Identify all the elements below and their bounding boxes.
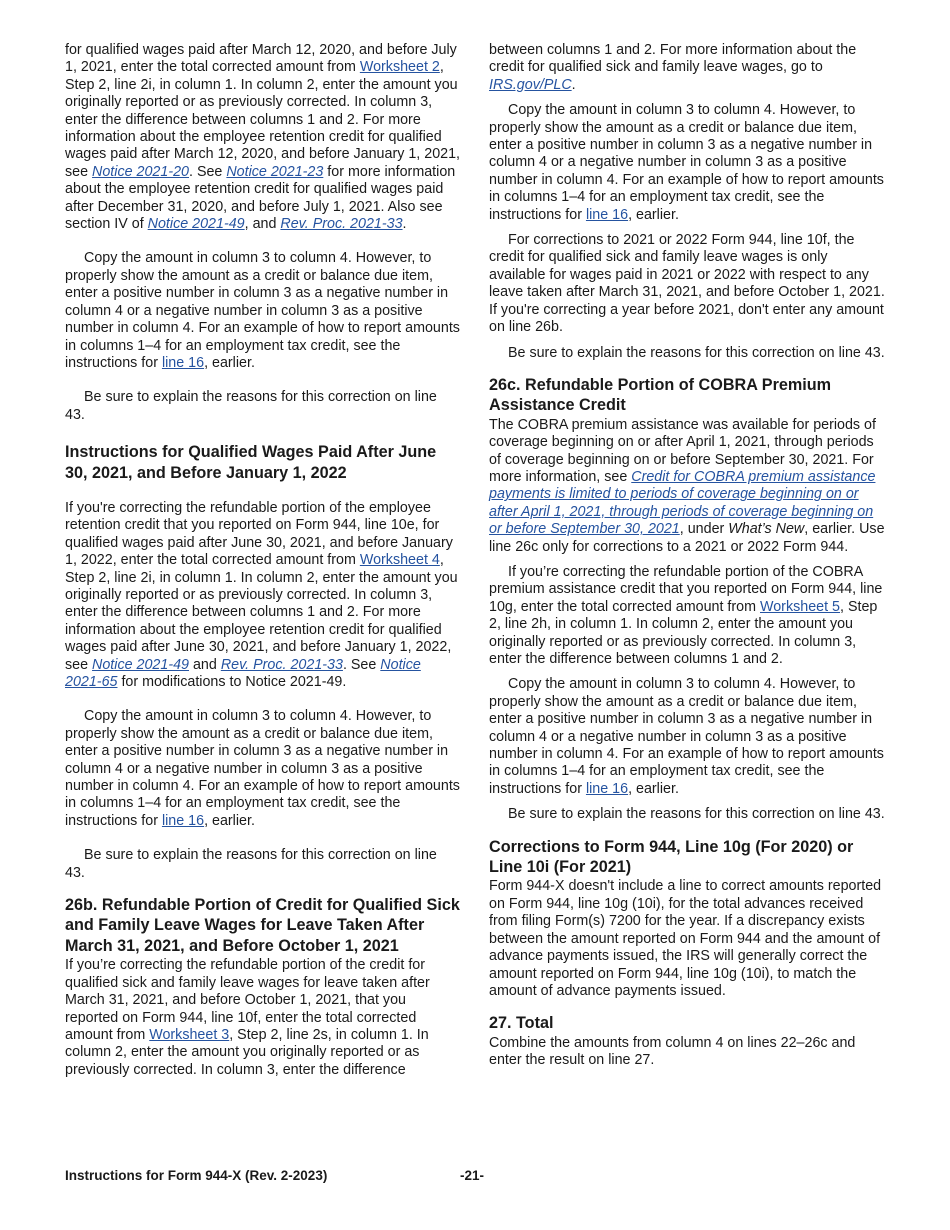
line-16-link[interactable]: line 16 xyxy=(161,812,205,829)
paragraph: Be sure to explain the reasons for this correction on line 43. xyxy=(65,847,437,881)
worksheet-3-link[interactable]: Worksheet 3 xyxy=(149,1026,230,1043)
paragraph: for qualified wages paid after March 12, 2020, and before July 1, 2021, enter the total corrected amount from Worksheet 2, Step 2, line 2i, in column 1. In column 2, enter the amount you originally reported or as previously corrected. In column 3, enter the difference between columns 1 and 2. For more information about the employee retention credit for qualified wages paid after March 12, 2020, and before January 1, 2021, see Notice 2021-20. See Notice 2021-23 for more information about the employee retention credit for qualified wages paid after December 31, 2020, and before July 1, 2021. Also see section IV of Notice 2021-49, and Rev. Proc. 2021-33. xyxy=(65,42,461,233)
cobra-credit-link[interactable]: Credit for COBRA premium assistance payments is limited to periods of coverage beginning on or after April 1, 2021, through periods of coverage beginning on or before September 30, 2021 xyxy=(489,468,876,538)
section-heading: Corrections to Form 944, Line 10g (For 2020) or Line 10i (For 2021) xyxy=(489,837,854,877)
paragraph: Be sure to explain the reasons for this correction on line 43. xyxy=(65,389,437,423)
section-heading: Instructions for Qualified Wages Paid After June 30, 2021, and Before January 1, 2022 xyxy=(65,443,437,482)
notice-2021-20-link[interactable]: Notice 2021-20 xyxy=(92,163,189,180)
page-number: -21- xyxy=(460,1168,485,1183)
paragraph: If you're correcting the refundable portion of the employee retention credit that you reported on Form 944, line 10e, for qualified wages paid after June 30, 2021, and before January 1, 2022, enter the total corrected amount from Worksheet 4, Step 2, line 2i, in column 1. In column 2, enter the amount you originally reported or as previously corrected. In column 3, enter the difference between columns 1 and 2. For more information about the employee retention credit for qualified wages paid after June 30, 2021, and before January 1, 2022, see Notice 2021-49 and Rev. Proc. 2021-33. See Notice 2021-65 for modifications to Notice 2021-49. xyxy=(65,499,458,690)
paragraph: Be sure to explain the reasons for this correction on line 43. xyxy=(508,806,885,823)
rev-proc-2021-33-link[interactable]: Rev. Proc. 2021-33 xyxy=(280,216,403,233)
left-column xyxy=(65,42,460,1079)
paragraph: Copy the amount in column 3 to column 4. However, to properly show the amount as a credit or balance due item, enter a positive number in column 3 as a negative number in column 4 or a negative number in column 3 as a positive number in column 4. For an example of how to report amounts in columns 1–4 for an employment tax credit, see the instructions for line 16, earlier. xyxy=(489,102,884,223)
paragraph: between columns 1 and 2. For more information about the credit for qualified sick and family leave wages, go to IRS.gov/PLC. xyxy=(489,42,857,93)
section-heading: 26b. Refundable Portion of Credit for Qualified Sick and Family Leave Wages for Leave Taken After March 31, 2021, and Before October 1, 2021 xyxy=(65,896,460,955)
paragraph: Copy the amount in column 3 to column 4. However, to properly show the amount as a credit or balance due item, enter a positive number in column 3 as a negative number in column 4 or a negative number in column 3 as a positive number in column 4. For an example of how to report amounts in columns 1–4 for an employment tax credit, see the instructions for line 16, earlier. xyxy=(65,250,460,371)
document-title: Instructions for Form 944-X (Rev. 2-2023) xyxy=(65,1168,328,1183)
paragraph: Copy the amount in column 3 to column 4. However, to properly show the amount as a credit or balance due item, enter a positive number in column 3 as a negative number in column 4 or a negative number in column 3 as a positive number in column 4. For an example of how to report amounts in columns 1–4 for an employment tax credit, see the instructions for line 16, earlier. xyxy=(489,676,884,797)
notice-2021-49-link[interactable]: Notice 2021-49 xyxy=(92,656,189,673)
line-16-link[interactable]: line 16 xyxy=(585,780,629,797)
section-heading: 26c. Refundable Portion of COBRA Premium Assistance Credit xyxy=(489,375,832,415)
paragraph: Form 944-X doesn't include a line to correct amounts reported on Form 944, line 10g (10i), for the total advances received from filing Form(s) 7200 for the year. If a discrepancy exists between the amount reported on Form 944 and the amount of advance payments issued, the IRS will generally correct the amount reported on Form 944, line 10g (10i), to match the amount of advance payments issued. xyxy=(489,878,882,999)
line-16-link[interactable]: line 16 xyxy=(585,206,629,223)
worksheet-4-link[interactable]: Worksheet 4 xyxy=(359,552,440,569)
paragraph: If you’re correcting the refundable portion of the COBRA premium assistance credit that you reported on Form 944, line 10g, enter the total corrected amount from Worksheet 5, Step 2, line 2h, in column 1. In column 2, enter the amount you originally reported or as previously corrected. In column 3, enter the difference between columns 1 and 2. xyxy=(489,563,883,667)
notice-2021-23-link[interactable]: Notice 2021-23 xyxy=(226,163,324,180)
notice-2021-49-link[interactable]: Notice 2021-49 xyxy=(147,216,245,233)
section-heading: 27. Total xyxy=(489,1014,554,1033)
rev-proc-2021-33-link[interactable]: Rev. Proc. 2021-33 xyxy=(220,656,343,673)
paragraph: If you’re correcting the refundable portion of the credit for qualified sick and family leave wages for leave taken after March 31, 2021, and before October 1, 2021, that you reported on Form 944, line 10f, enter the total corrected amount from Worksheet 3, Step 2, line 2s, in column 1. In column 2, enter the amount you originally reported or as previously corrected. In column 3, enter the difference xyxy=(65,957,430,1078)
page-footer xyxy=(65,1168,885,1188)
worksheet-5-link[interactable]: Worksheet 5 xyxy=(760,598,840,615)
paragraph: The COBRA premium assistance was available for periods of coverage beginning on or after April 1, 2021, through periods of coverage beginning on or before September 30, 2021. For more information, see Credit for COBRA premium assistance payments is limited to periods of coverage beginning on or after April 1, 2021, through periods of coverage beginning on or before September 30, 2021, under What’s New, earlier. Use line 26c only for corrections to a 2021 or 2022 Form 944. xyxy=(489,416,885,555)
irs-plc-link[interactable]: IRS.gov/PLC xyxy=(489,76,572,93)
line-16-link[interactable]: line 16 xyxy=(161,354,205,371)
right-column xyxy=(489,42,885,1070)
paragraph: Combine the amounts from column 4 on lines 22–26c and enter the result on line 27. xyxy=(489,1034,856,1069)
paragraph: For corrections to 2021 or 2022 Form 944, line 10f, the credit for qualified sick and family leave wages is only available for wages paid in 2021 or 2022 with respect to any leave taken after March 31, 2021, and before October 1, 2021. If you're correcting a year before 2021, don't enter any amount on line 26b. xyxy=(489,232,885,336)
paragraph: Copy the amount in column 3 to column 4. However, to properly show the amount as a credit or balance due item, enter a positive number in column 3 as a negative number in column 4 or a negative number in column 3 as a positive number in column 4. For an example of how to report amounts in columns 1–4 for an employment tax credit, see the instructions for line 16, earlier. xyxy=(65,708,460,829)
worksheet-2-link[interactable]: Worksheet 2 xyxy=(359,59,440,76)
paragraph: Be sure to explain the reasons for this correction on line 43. xyxy=(508,344,885,361)
notice-2021-65-link[interactable]: Notice 2021-65 xyxy=(65,656,421,690)
